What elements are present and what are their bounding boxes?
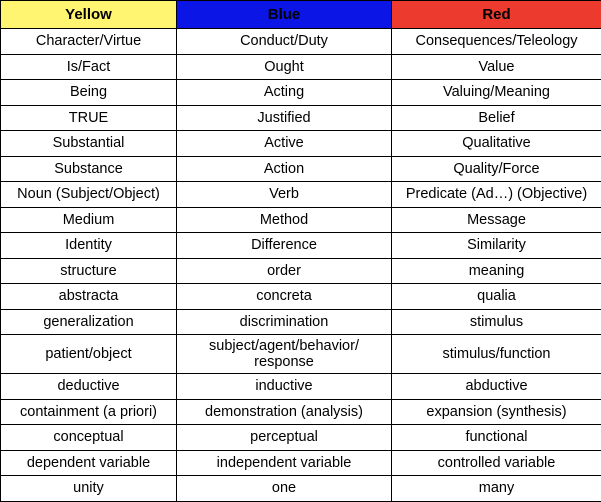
red-cell: controlled variable	[392, 450, 601, 476]
table-header	[1, 1, 601, 29]
blue-cell: Acting	[177, 80, 392, 106]
red-cell: abductive	[392, 374, 601, 400]
red-cell: Similarity	[392, 233, 601, 259]
red-cell: Predicate (Ad…) (Objective)	[392, 182, 601, 208]
red-cell: stimulus/function	[392, 335, 601, 374]
red-cell: meaning	[392, 258, 601, 284]
blue-cell: Action	[177, 156, 392, 182]
yellow-cell: Is/Fact	[1, 54, 177, 80]
red-cell: Belief	[392, 105, 601, 131]
blue-cell: Method	[177, 207, 392, 233]
table-row	[1, 476, 601, 502]
red-cell: expansion (synthesis)	[392, 399, 601, 425]
table-row	[1, 425, 601, 451]
blue-cell: discrimination	[177, 309, 392, 335]
red-cell: Consequences/Teleology	[392, 29, 601, 55]
table-row	[1, 156, 601, 182]
red-cell: Qualitative	[392, 131, 601, 157]
yellow-cell: containment (a priori)	[1, 399, 177, 425]
red-cell: stimulus	[392, 309, 601, 335]
yellow-cell: conceptual	[1, 425, 177, 451]
yellow-cell: Substantial	[1, 131, 177, 157]
blue-cell: independent variable	[177, 450, 392, 476]
red-cell: many	[392, 476, 601, 502]
red-cell: Value	[392, 54, 601, 80]
table-row	[1, 309, 601, 335]
yellow-cell: Being	[1, 80, 177, 106]
table-row	[1, 399, 601, 425]
yellow-cell: deductive	[1, 374, 177, 400]
blue-cell: perceptual	[177, 425, 392, 451]
table-row	[1, 258, 601, 284]
blue-cell: demonstration (analysis)	[177, 399, 392, 425]
blue-cell: subject/agent/behavior/ response	[177, 335, 392, 374]
blue-cell: Verb	[177, 182, 392, 208]
header-blue: Blue	[177, 1, 392, 29]
yellow-cell: dependent variable	[1, 450, 177, 476]
yellow-cell: Substance	[1, 156, 177, 182]
table-row	[1, 29, 601, 55]
blue-cell: Ought	[177, 54, 392, 80]
blue-cell: order	[177, 258, 392, 284]
blue-cell: Justified	[177, 105, 392, 131]
table-row	[1, 80, 601, 106]
yellow-cell: TRUE	[1, 105, 177, 131]
blue-cell: Active	[177, 131, 392, 157]
table-body	[1, 29, 601, 502]
table-row	[1, 374, 601, 400]
blue-cell: Difference	[177, 233, 392, 259]
blue-cell: concreta	[177, 284, 392, 310]
yellow-cell: unity	[1, 476, 177, 502]
yellow-cell: Character/Virtue	[1, 29, 177, 55]
header-yellow: Yellow	[1, 1, 177, 29]
table-row	[1, 284, 601, 310]
table-row	[1, 105, 601, 131]
table-row	[1, 335, 601, 374]
yellow-cell: patient/object	[1, 335, 177, 374]
table-row	[1, 54, 601, 80]
blue-cell: Conduct/Duty	[177, 29, 392, 55]
header-red: Red	[392, 1, 601, 29]
red-cell: Valuing/Meaning	[392, 80, 601, 106]
yellow-cell: abstracta	[1, 284, 177, 310]
red-cell: Message	[392, 207, 601, 233]
blue-cell: one	[177, 476, 392, 502]
yellow-cell: structure	[1, 258, 177, 284]
yellow-cell: Medium	[1, 207, 177, 233]
red-cell: functional	[392, 425, 601, 451]
yellow-cell: generalization	[1, 309, 177, 335]
table-row	[1, 131, 601, 157]
table-row	[1, 182, 601, 208]
red-cell: qualia	[392, 284, 601, 310]
table-row	[1, 450, 601, 476]
blue-cell: inductive	[177, 374, 392, 400]
red-cell: Quality/Force	[392, 156, 601, 182]
table-row	[1, 233, 601, 259]
table-row	[1, 207, 601, 233]
header-row	[1, 1, 601, 29]
yellow-cell: Noun (Subject/Object)	[1, 182, 177, 208]
yellow-cell: Identity	[1, 233, 177, 259]
